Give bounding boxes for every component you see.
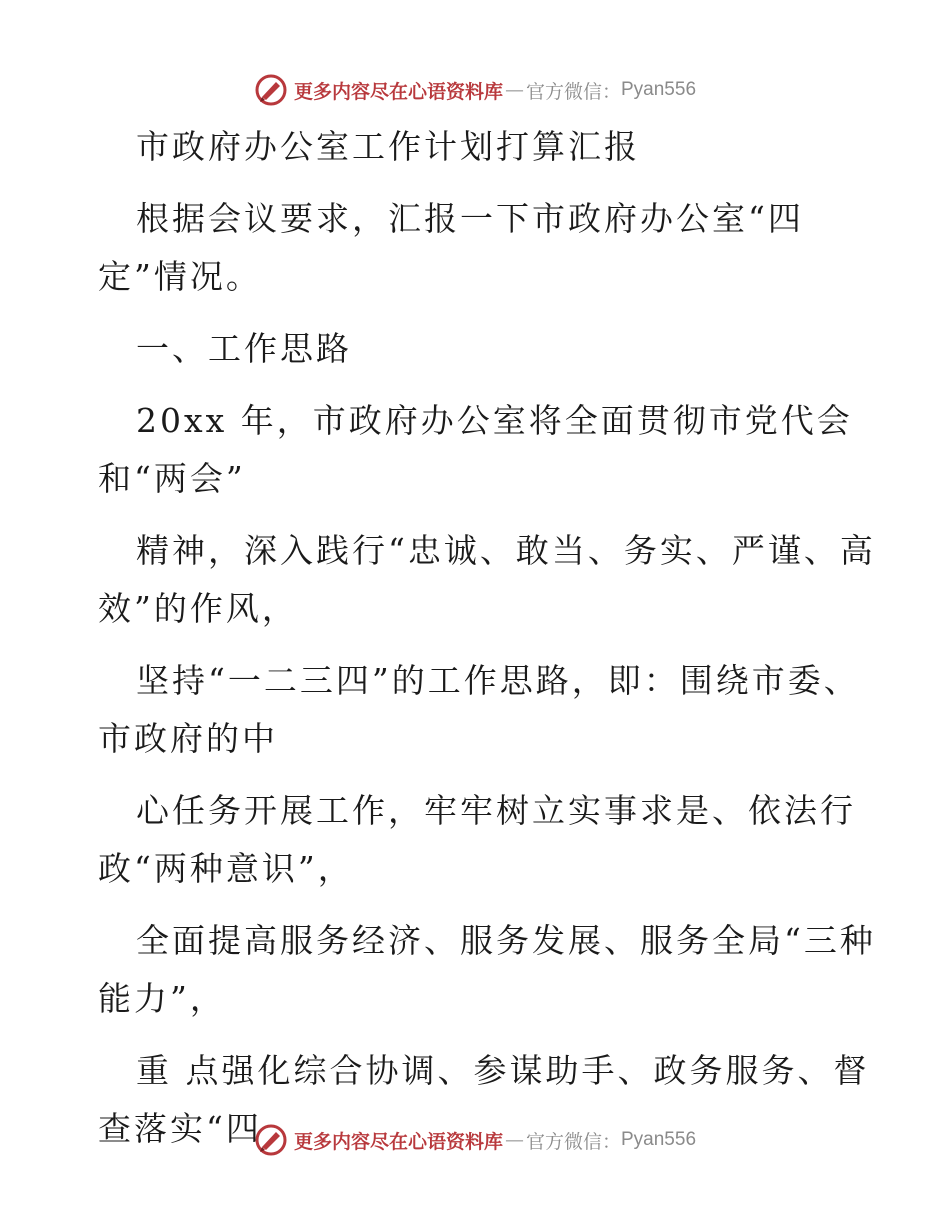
text-line: 和“两会” [98,459,246,498]
contact-label: 官方微信： [525,1130,621,1153]
pen-logo-icon [254,1123,288,1157]
contact-label: 官方微信： [525,80,621,103]
text-line: 精神，深入践行“忠诚、敢当、务实、严谨、高 [136,531,876,570]
line-gap [98,768,858,782]
text-line: 全面提高服务经济、服务发展、服务全局“三种 [136,921,876,960]
line-gap [98,378,858,392]
text-line: 重 点强化综合协调、参谋助手、政务服务、督 [136,1051,870,1090]
text-line: 根据会议要求，汇报一下市政府办公室“四 [136,199,804,238]
text-line: 心任务开展工作，牢牢树立实事求是、依法行 [136,791,856,830]
document-title: 市政府办公室工作计划打算汇报 [136,127,640,166]
footer-banner [0,1120,950,1160]
brand-text: 更多内容尽在心语资料库 [293,80,503,103]
document-body [98,118,876,1158]
text-line: 查落实“四 [98,1109,262,1148]
line-gap [98,508,858,522]
header-banner [0,70,950,110]
text-line: 一、工作思路 [136,329,352,368]
line-gap [98,898,858,912]
text-line: 市政府的中 [98,719,278,758]
pen-logo-icon [254,73,288,107]
text-line: 效”的作风， [98,589,298,628]
brand-text: 更多内容尽在心语资料库 [293,1130,503,1153]
banner-dash: — [504,1129,524,1151]
text-line: 定”情况。 [98,257,262,296]
line-gap [98,638,858,652]
banner-dash: — [504,79,524,101]
text-line: 政“两种意识”， [98,849,354,888]
text-line: 坚持“一二三四”的工作思路，即：围绕市委、 [136,661,860,700]
text-line: 20xx 年，市政府办公室将全面贯彻市党代会 [136,401,853,440]
text-line: 能力”， [98,979,226,1018]
line-gap [98,176,858,190]
contact-id: Pyan556 [621,79,697,100]
contact-id: Pyan556 [621,1129,697,1150]
line-gap [98,306,858,320]
line-gap [98,1028,858,1042]
